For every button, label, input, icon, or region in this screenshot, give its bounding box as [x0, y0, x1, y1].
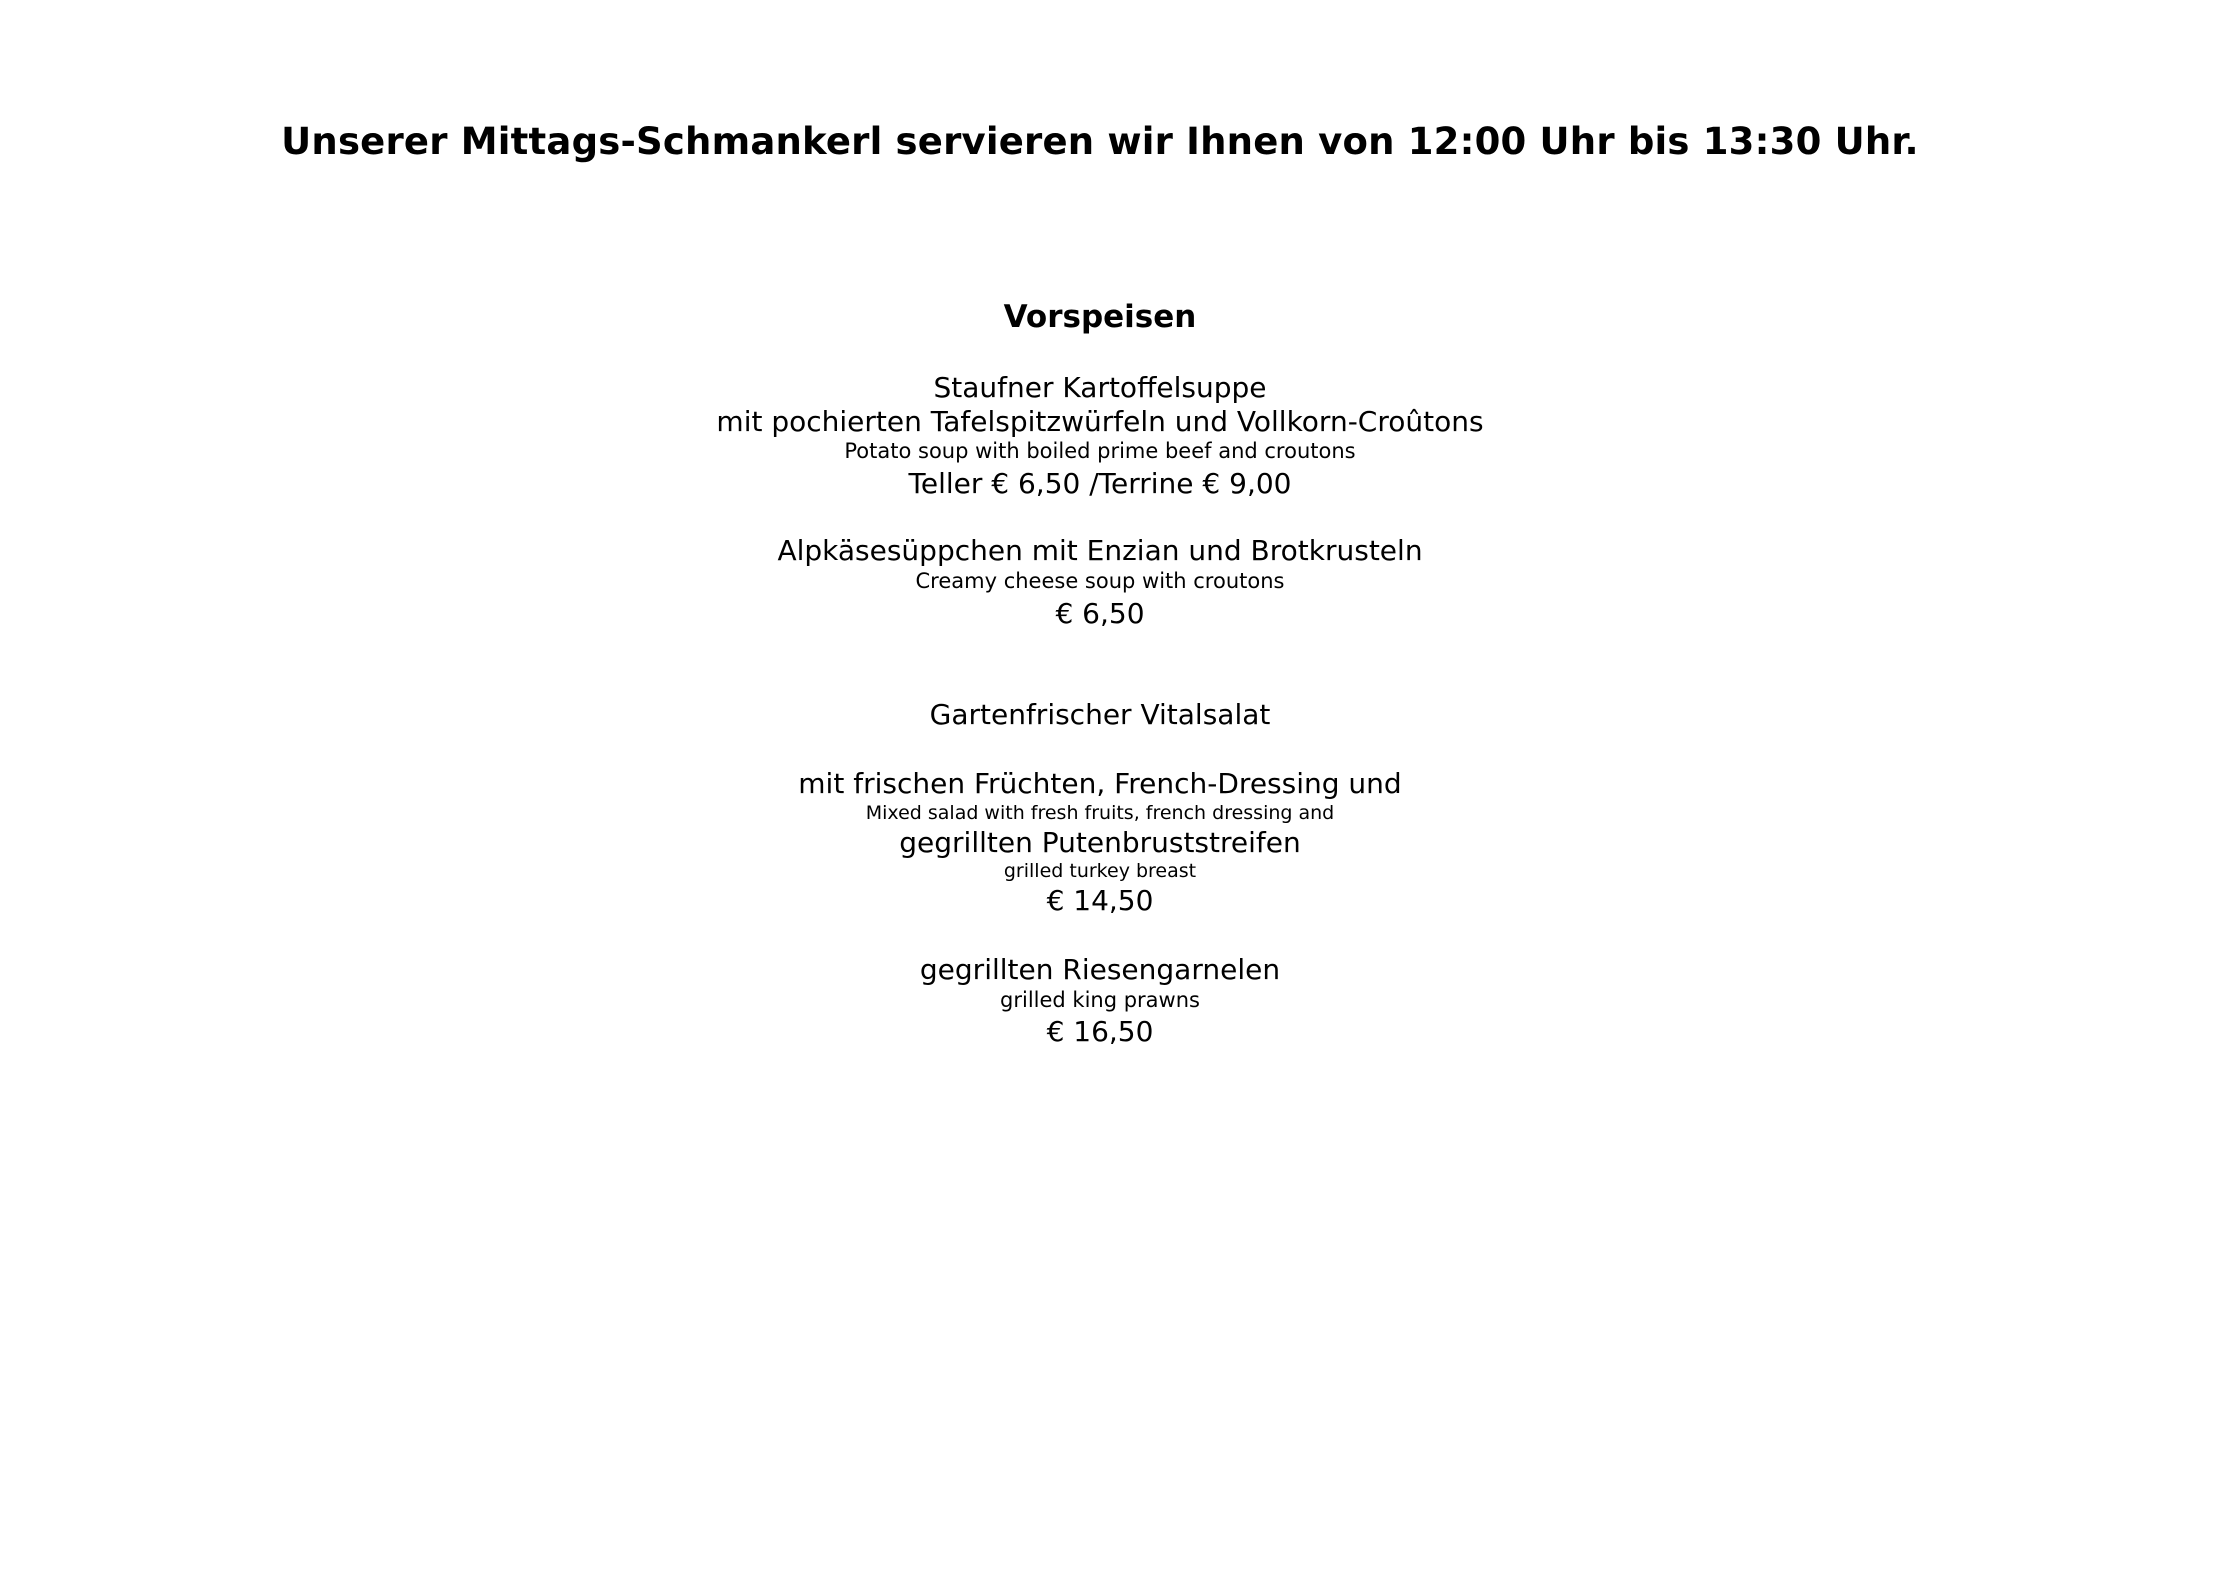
dish-option-price: € 16,50 [1046, 1015, 1154, 1048]
dish-description: mit pochierten Tafelspitzwürfeln und Vollkorn-Croûtons [716, 405, 1484, 438]
dish-option-english: grilled turkey breast [1003, 860, 1197, 882]
dish-option-name: gegrillten Riesengarnelen [919, 953, 1281, 986]
dish-name: Staufner Kartoffelsuppe [933, 371, 1267, 404]
dish-english: Mixed salad with fresh fruits, french dressing and [865, 802, 1335, 824]
dish-english: Creamy cheese soup with croutons [915, 569, 1285, 593]
dish-description: mit frischen Früchten, French-Dressing und [798, 767, 1402, 800]
dish-english: Potato soup with boiled prime beef and croutons [844, 439, 1356, 463]
dish-price: Teller € 6,50 /Terrine € 9,00 [908, 467, 1292, 500]
dish-option-price: € 14,50 [1046, 884, 1154, 917]
dish-option-english: grilled king prawns [1000, 988, 1200, 1012]
dish-name: Alpkäsesüppchen mit Enzian und Brotkrusteln [777, 534, 1423, 567]
section-title-vorspeisen: Vorspeisen [1003, 299, 1197, 335]
dish-price: € 6,50 [1055, 597, 1145, 630]
dish-name: Gartenfrischer Vitalsalat [929, 698, 1271, 731]
dish-option-name: gegrillten Putenbruststreifen [899, 826, 1301, 859]
serving-hours-header: Unserer Mittags-Schmankerl servieren wir Ihnen von 12:00 Uhr bis 13:30 Uhr. [281, 120, 1919, 163]
